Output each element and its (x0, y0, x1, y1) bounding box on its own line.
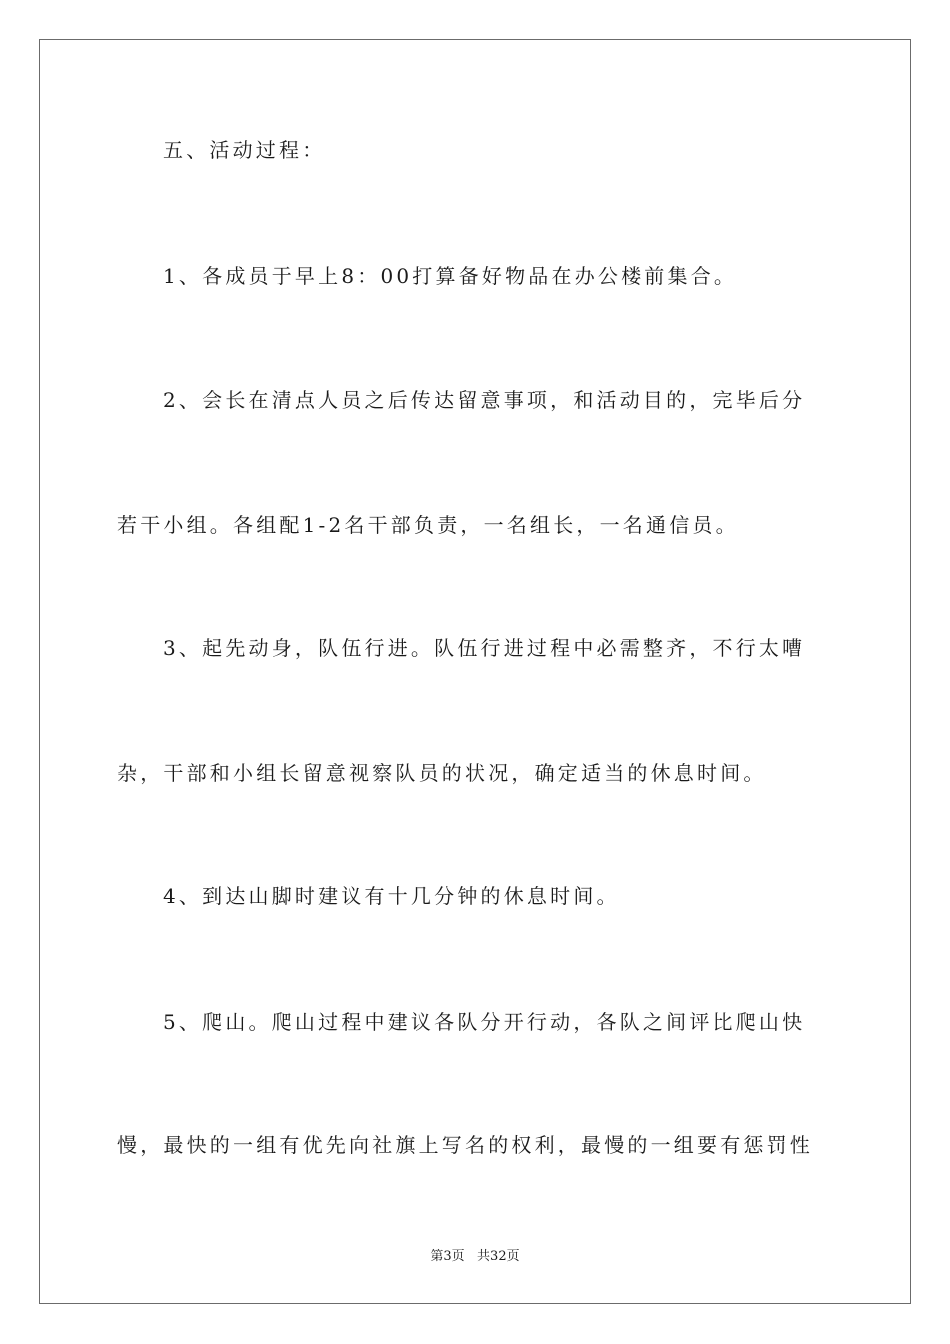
paragraph-line-3: 若干小组。各组配1-2名干部负责，一名组长，一名通信员。 (117, 513, 739, 537)
paragraph-line-7: 5、爬山。爬山过程中建议各队分开行动，各队之间评比爬山快 (163, 1010, 806, 1034)
page-number-footer: 第3页 共32页 (430, 1249, 520, 1264)
paragraph-line-1: 1、各成员于早上8：00打算备好物品在办公楼前集合。 (163, 264, 738, 288)
page-frame (39, 39, 911, 1304)
paragraph-line-5: 杂，干部和小组长留意视察队员的状况，确定适当的休息时间。 (117, 761, 767, 785)
paragraph-line-4: 3、起先动身，队伍行进。队伍行进过程中必需整齐，不行太嘈 (163, 636, 806, 660)
paragraph-line-6: 4、到达山脚时建议有十几分钟的休息时间。 (163, 884, 620, 908)
paragraph-line-2: 2、会长在清点人员之后传达留意事项，和活动目的，完毕后分 (163, 388, 806, 412)
paragraph-line-8: 慢，最快的一组有优先向社旗上写名的权利，最慢的一组要有惩罚性 (117, 1133, 813, 1157)
section-heading: 五、活动过程： (163, 138, 326, 162)
